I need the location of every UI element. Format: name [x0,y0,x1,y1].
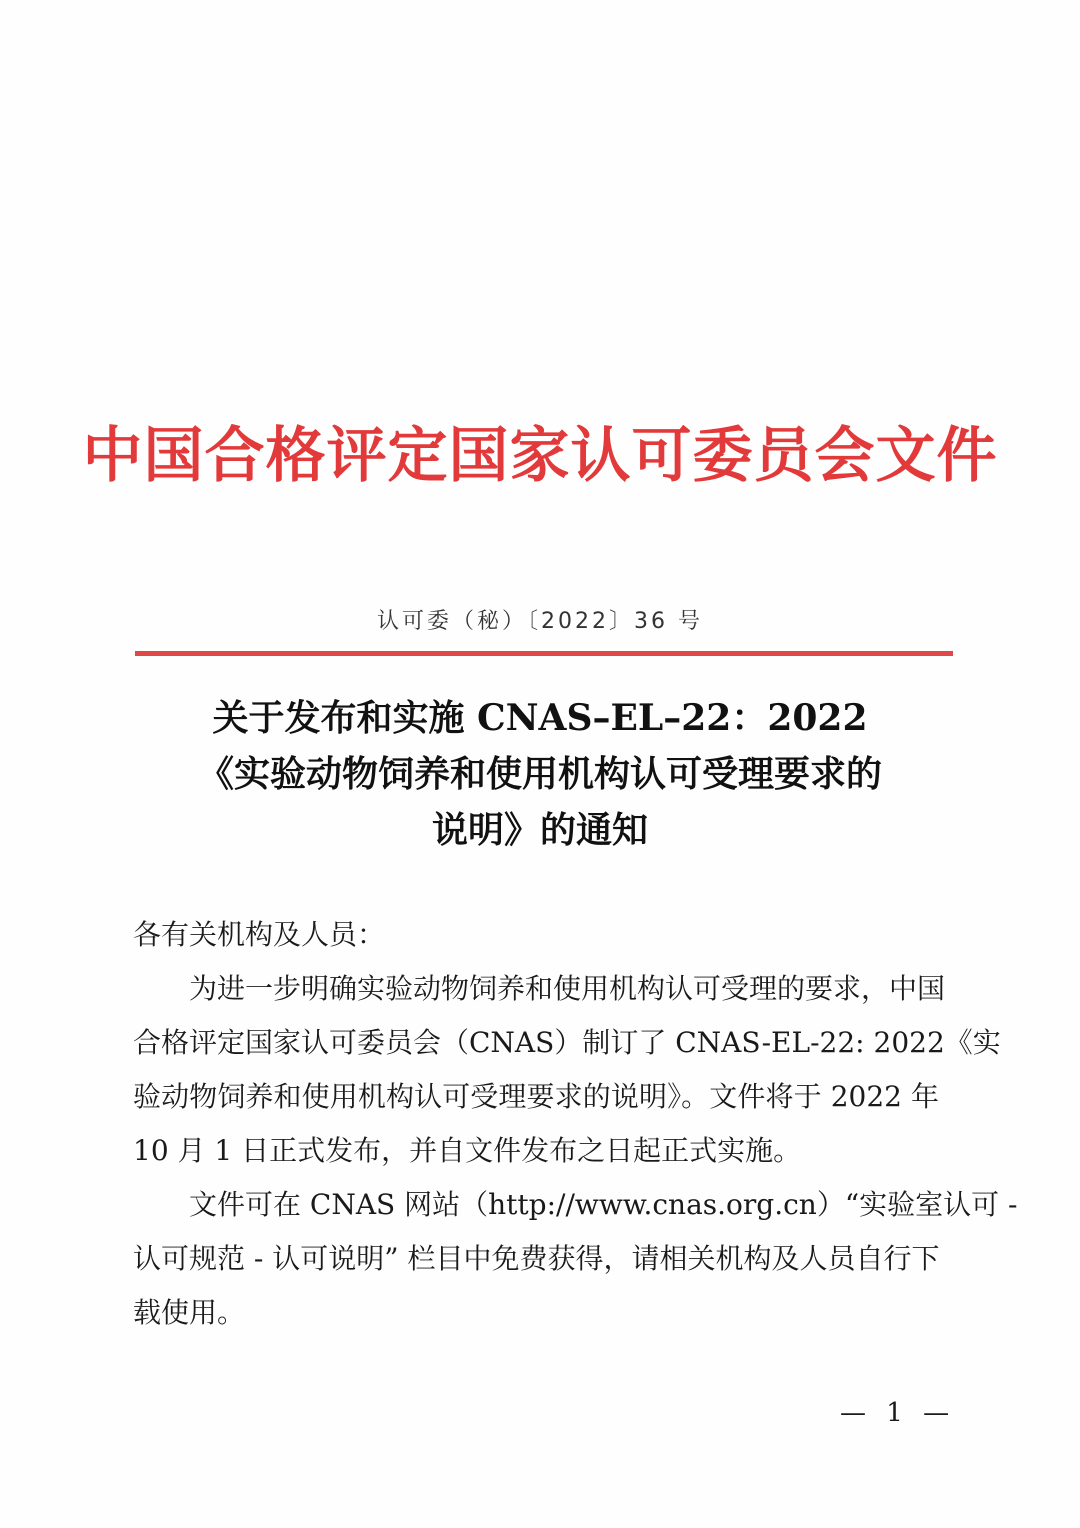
notice-title [0,690,1080,858]
body-line: 为进一步明确实验动物饲养和使用机构认可受理的要求，中国 [189,972,946,1005]
body-line: 认可规范 - 认可说明” 栏目中免费获得，请相关机构及人员自行下 [133,1242,940,1275]
red-divider-rule [135,651,953,656]
body-line: 验动物饲养和使用机构认可受理要求的说明》。文件将于 2022 年 [133,1080,939,1113]
page-number: — 1 — [840,1398,956,1428]
notice-title-line: 关于发布和实施 CNAS–EL–22：2022 [212,697,868,739]
notice-body [133,908,1018,1340]
body-line: 文件可在 CNAS 网站（http://www.cnas.org.cn）“实验室认可 - [189,1188,1018,1221]
body-line: 10 月 1 日正式发布，并自文件发布之日起正式实施。 [133,1134,802,1167]
issuing-authority-title: 中国合格评定国家认可委员会文件 [82,421,998,491]
document-number: 认可委（秘）〔2022〕36 号 [377,609,703,634]
body-line: 合格评定国家认可委员会（CNAS）制订了 CNAS-EL-22: 2022《实 [133,1026,1001,1059]
notice-title-line: 说明》的通知 [431,809,648,851]
notice-title-line: 《实验动物饲养和使用机构认可受理要求的 [197,753,882,795]
body-line: 载使用。 [133,1296,246,1329]
salutation: 各有关机构及人员： [133,918,386,951]
